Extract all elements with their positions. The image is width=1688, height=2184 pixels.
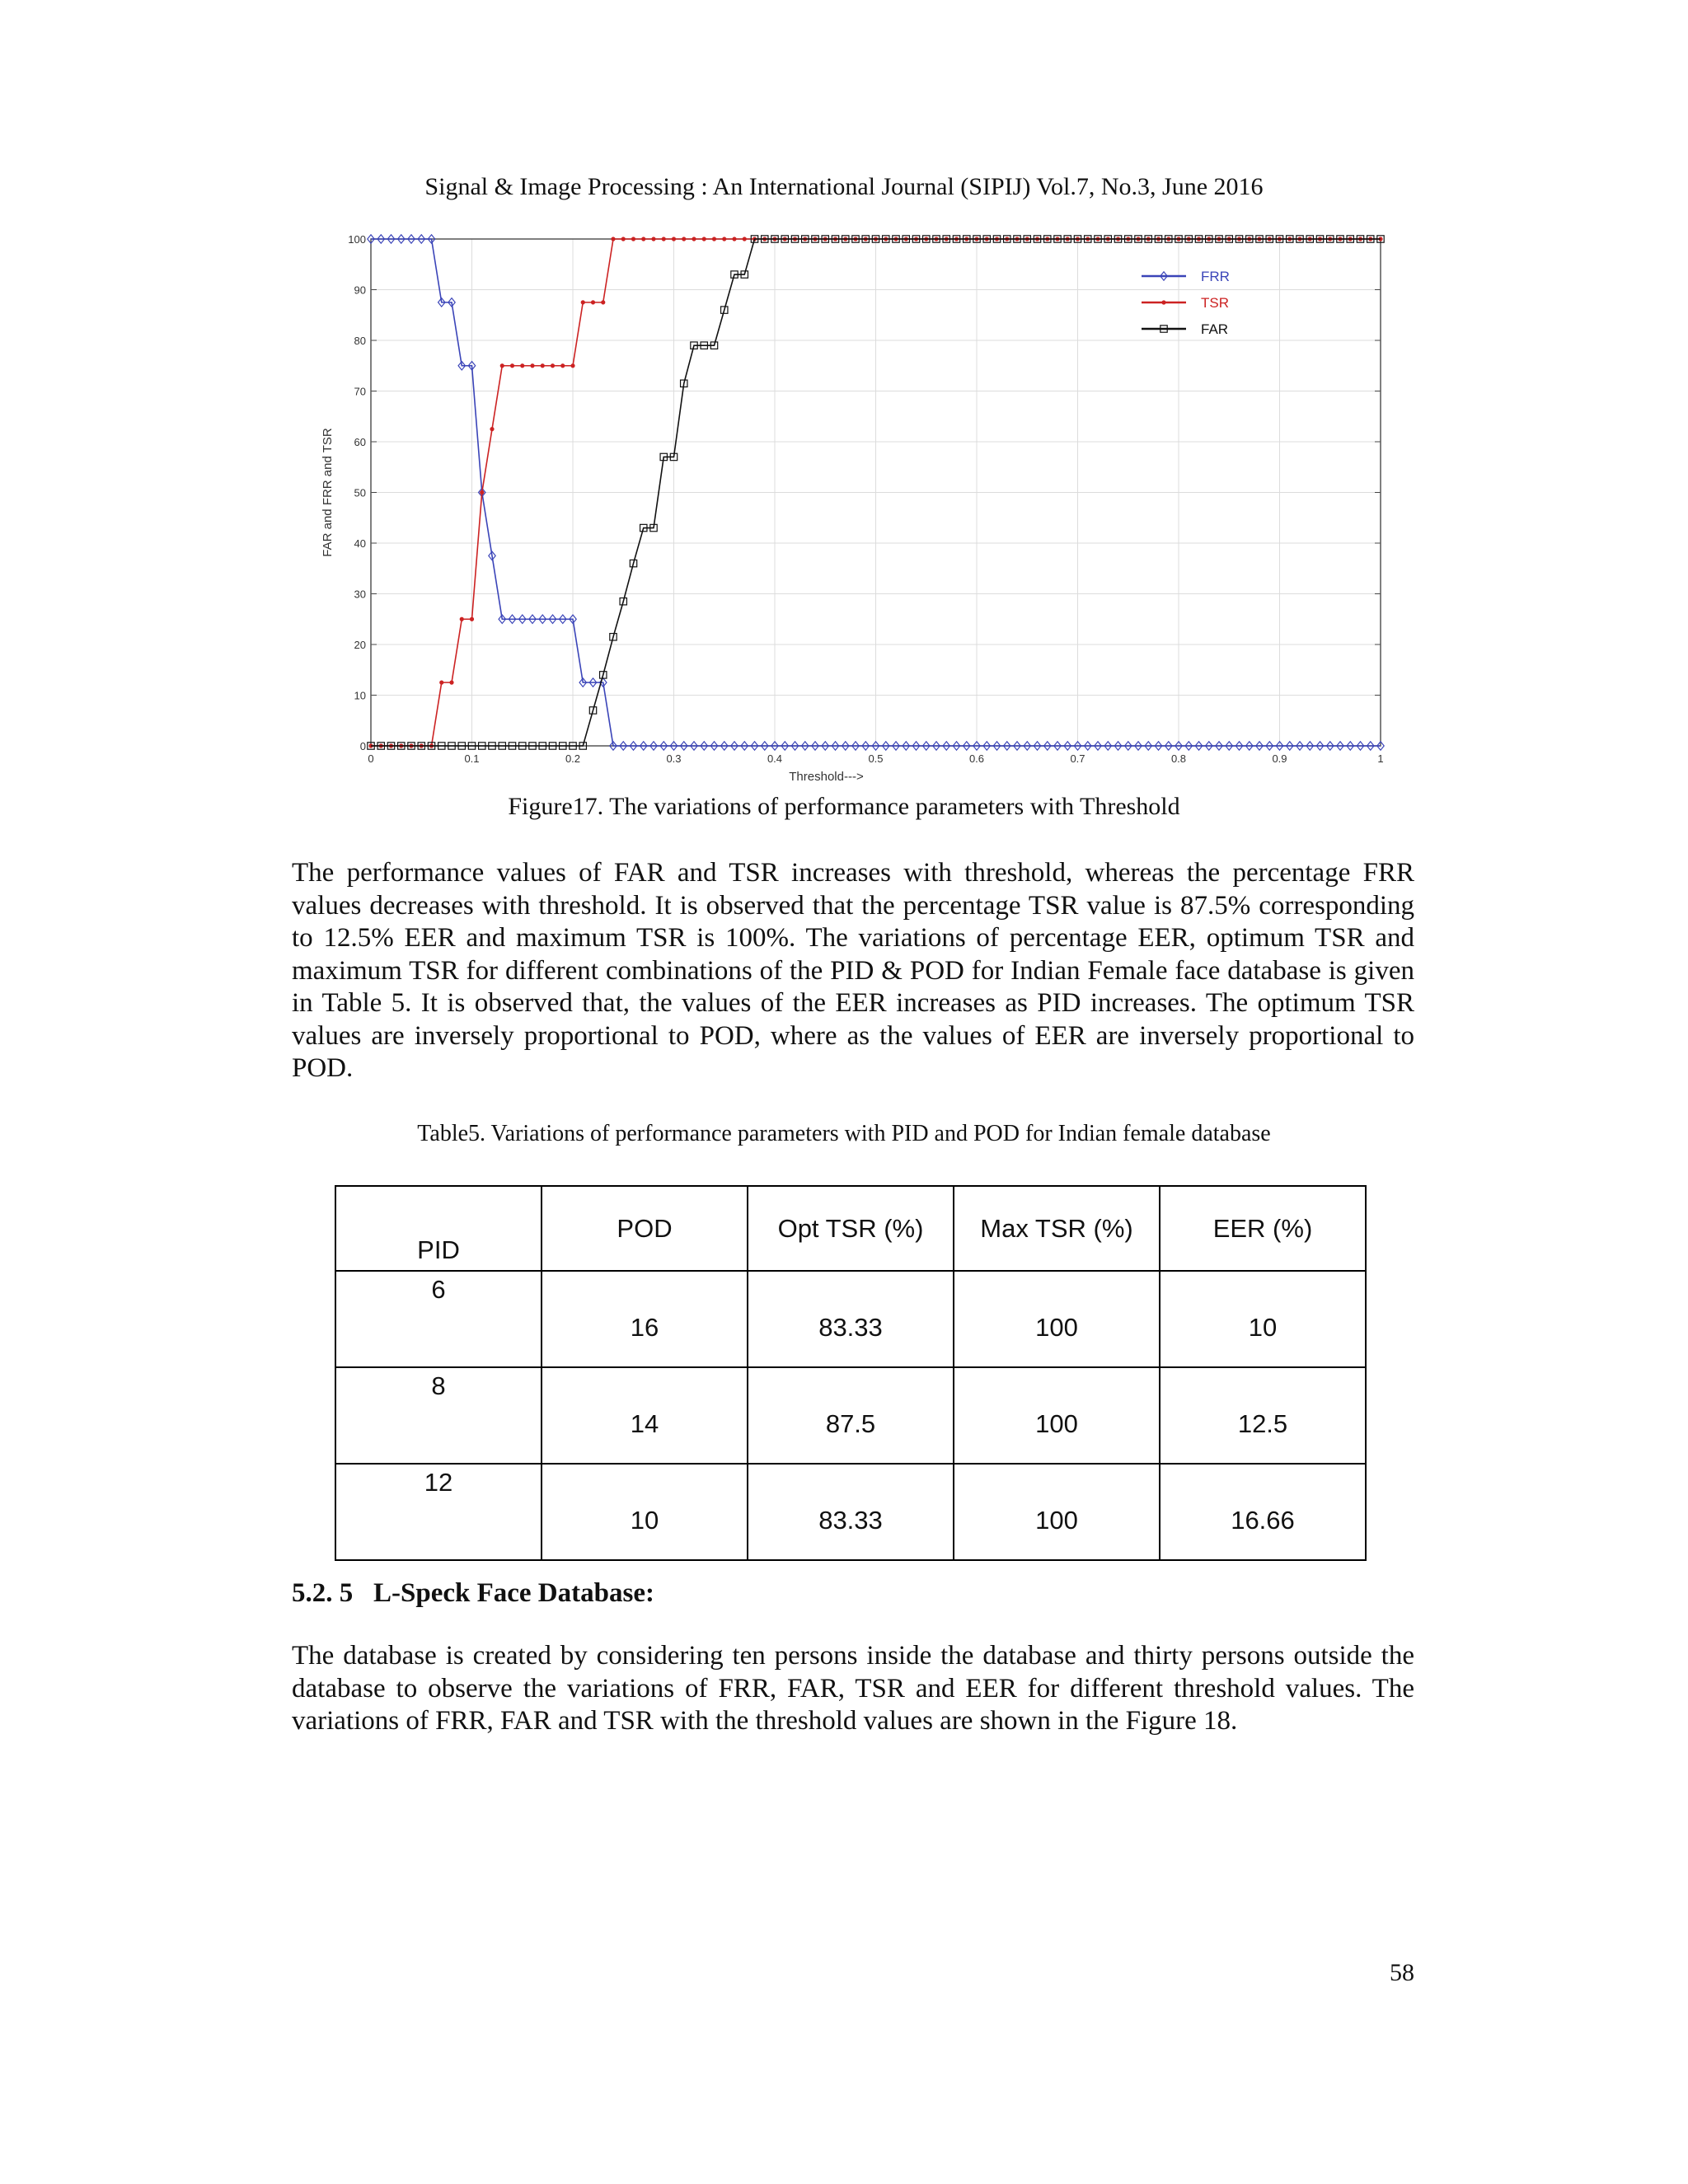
- chart-svg: [313, 227, 1409, 787]
- x-tick-label: 0.9: [1272, 752, 1287, 765]
- data-point: [581, 301, 584, 304]
- legend-label: TSR: [1201, 295, 1229, 311]
- y-tick-label: 20: [354, 639, 366, 651]
- cell-pod: 10: [542, 1464, 748, 1560]
- legend-label: FAR: [1201, 321, 1229, 337]
- cell-pod: 14: [542, 1367, 748, 1464]
- section-heading: 5.2. 5 L-Speck Face Database:: [292, 1578, 654, 1608]
- data-point: [672, 237, 675, 241]
- data-point: [662, 237, 665, 241]
- data-point: [510, 364, 513, 368]
- data-point: [702, 237, 706, 241]
- y-tick-label: 0: [359, 740, 366, 752]
- x-tick-label: 0.5: [868, 752, 884, 765]
- cell-max-tsr: 100: [954, 1367, 1160, 1464]
- y-axis-label: FAR and FRR and TSR: [321, 428, 335, 557]
- data-point: [652, 237, 655, 241]
- cell-pid: 6: [335, 1271, 542, 1367]
- x-tick-label: 0.2: [565, 752, 581, 765]
- figure-caption: Figure17. The variations of performance parameters with Threshold: [508, 793, 1180, 820]
- cell-max-tsr: 100: [954, 1464, 1160, 1560]
- data-point: [642, 237, 645, 241]
- x-tick-label: 0.6: [968, 752, 985, 765]
- y-tick-label: 70: [354, 385, 366, 398]
- cell-eer: 16.66: [1160, 1464, 1366, 1560]
- x-tick-label: 0.1: [464, 752, 480, 765]
- cell-opt-tsr: 87.5: [748, 1367, 954, 1464]
- data-point: [460, 617, 463, 621]
- table-caption: Table5. Variations of performance parameters with PID and POD for Indian female database: [417, 1121, 1271, 1146]
- header-pid: PID: [335, 1186, 542, 1271]
- data-point: [571, 364, 574, 368]
- header-eer: EER (%): [1160, 1186, 1366, 1271]
- data-point: [621, 237, 625, 241]
- y-tick-label: 40: [354, 537, 366, 550]
- y-tick-label: 80: [354, 335, 366, 347]
- cell-eer: 12.5: [1160, 1367, 1366, 1464]
- y-tick-label: 100: [348, 233, 366, 246]
- x-tick-label: 1: [1377, 752, 1384, 765]
- running-header: Signal & Image Processing : An International Journal (SIPIJ) Vol.7, No.3, June 2016: [424, 173, 1264, 200]
- data-point: [612, 237, 615, 241]
- cell-opt-tsr: 83.33: [748, 1464, 954, 1560]
- body-paragraph-1: The performance values of FAR and TSR increases with threshold, whereas the percentage FRR values decreases with threshold. It is observed that the percentage TSR value is 87.5% corresponding to 12.5% EER and maximum TSR is 100%. The variations of percentage EER, optimum TSR and maximum TSR for different combinations of the PID & POD for Indian Female face database is given in Table 5. It is observed that, the values of the EER increases as PID increases. The optimum TSR values are inversely proportional to POD, where as the values of EER are inversely proportional to POD.: [292, 858, 1414, 1083]
- data-point: [450, 681, 453, 684]
- cell-pod: 16: [542, 1271, 748, 1367]
- x-tick-label: 0.7: [1070, 752, 1085, 765]
- header-opt-tsr: Opt TSR (%): [748, 1186, 954, 1271]
- data-point: [521, 364, 524, 368]
- data-point: [531, 364, 534, 368]
- cell-pid: 8: [335, 1367, 542, 1464]
- cell-eer: 10: [1160, 1271, 1366, 1367]
- x-axis-label: Threshold--->: [789, 770, 864, 784]
- data-point: [723, 237, 726, 241]
- data-point: [591, 301, 594, 304]
- y-tick-label: 90: [354, 284, 366, 297]
- data-point: [1162, 301, 1165, 304]
- x-tick-label: 0.3: [666, 752, 682, 765]
- data-point: [490, 427, 494, 430]
- data-point: [743, 237, 746, 241]
- cell-max-tsr: 100: [954, 1271, 1160, 1367]
- y-tick-label: 10: [354, 689, 366, 702]
- y-tick-label: 30: [354, 588, 366, 601]
- legend-label: FRR: [1201, 269, 1230, 284]
- data-point: [440, 681, 443, 684]
- x-tick-label: 0.8: [1170, 752, 1187, 765]
- data-point: [631, 237, 635, 241]
- cell-pid: 12: [335, 1464, 542, 1560]
- data-point: [561, 364, 565, 368]
- x-tick-label: 0.4: [767, 752, 783, 765]
- header-pod: POD: [542, 1186, 748, 1271]
- data-point: [551, 364, 554, 368]
- table-row: [335, 1464, 1366, 1560]
- body-paragraph-2: The database is created by considering ten persons inside the database and thirty persons outside the database to observe the variations of FRR, FAR, TSR and EER for different threshold values. The variations of FRR, FAR and TSR with the threshold values are shown in the Figure 18.: [292, 1641, 1414, 1736]
- table-header-row: [335, 1186, 1366, 1271]
- data-point: [733, 237, 736, 241]
- cell-opt-tsr: 83.33: [748, 1271, 954, 1367]
- results-table: [335, 1185, 1367, 1561]
- data-point: [692, 237, 696, 241]
- header-max-tsr: Max TSR (%): [954, 1186, 1160, 1271]
- data-point: [541, 364, 544, 368]
- data-point: [500, 364, 504, 368]
- data-point: [470, 617, 473, 621]
- data-point: [712, 237, 715, 241]
- table-row: [335, 1271, 1366, 1367]
- data-point: [481, 490, 484, 494]
- performance-chart: [313, 227, 1409, 787]
- data-point: [602, 301, 605, 304]
- y-tick-label: 50: [354, 486, 366, 499]
- y-tick-label: 60: [354, 436, 366, 448]
- data-point: [682, 237, 686, 241]
- page-number: 58: [1390, 1959, 1414, 1986]
- x-tick-label: 0: [368, 752, 374, 765]
- table-row: [335, 1367, 1366, 1464]
